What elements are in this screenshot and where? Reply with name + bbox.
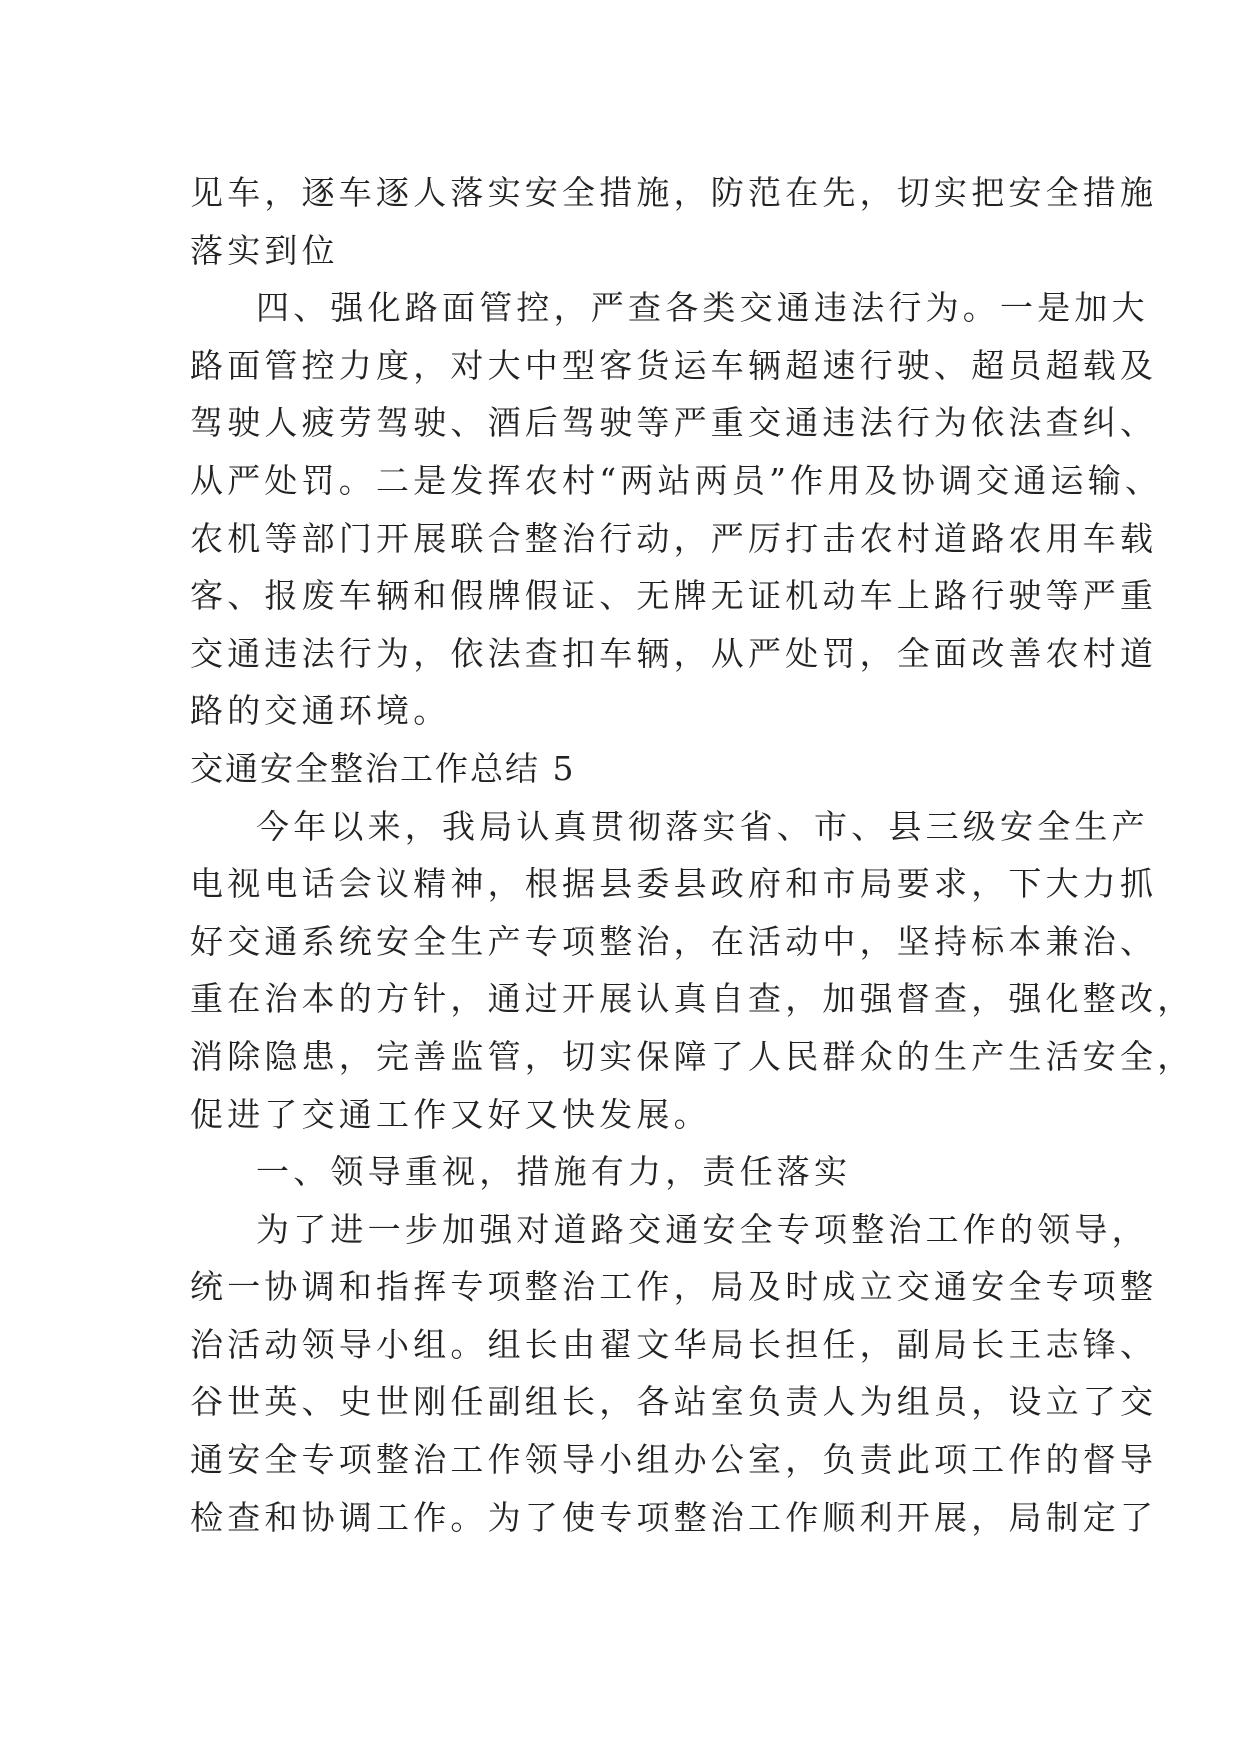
text-line: 好交通系统安全生产专项整治，在活动中，坚持标本兼治、 (190, 921, 1158, 961)
document-body (190, 164, 1195, 1546)
text-line: 重在治本的方针，通过开展认真自查，加强督查，强化整改， (190, 979, 1195, 1019)
text-line: 客、报废车辆和假牌假证、无牌无证机动车上路行驶等严重 (190, 576, 1158, 616)
text-line: 落实到位 (190, 230, 339, 270)
text-line: 今年以来，我局认真贯彻落实省、市、县三级安全生产 (256, 806, 1149, 846)
text-line: 消除隐患，完善监管，切实保障了人民群众的生产生活安全， (190, 1036, 1195, 1076)
subsection-heading: 一、领导重视，措施有力，责任落实 (256, 1152, 852, 1192)
text-line: 驾驶人疲劳驾驶、酒后驾驶等严重交通违法行为依法查纠、 (190, 403, 1158, 443)
text-line: 路面管控力度，对大中型客货运车辆超速行驶、超员超载及 (190, 345, 1158, 385)
text-line: 谷世英、史世刚任副组长，各站室负责人为组员，设立了交 (190, 1382, 1158, 1422)
text-line: 通安全专项整治工作领导小组办公室，负责此项工作的督导 (190, 1440, 1158, 1480)
text-line: 统一协调和指挥专项整治工作，局及时成立交通安全专项整 (190, 1267, 1158, 1307)
text-line: 见车，逐车逐人落实安全措施，防范在先，切实把安全措施 (190, 173, 1158, 212)
text-line: 治活动领导小组。组长由翟文华局长担任，副局长王志锋、 (190, 1324, 1158, 1364)
text-line: 农机等部门开展联合整治行动，严厉打击农村道路农用车载 (190, 518, 1158, 558)
text-line: 为了进一步加强对道路交通安全专项整治工作的领导， (256, 1209, 1149, 1249)
text-line: 从严处罚。二是发挥农村“两站两员”作用及协调交通运输、 (190, 460, 1163, 500)
section-heading: 交通安全整治工作总结 5 (190, 748, 576, 788)
text-line: 促进了交通工作又好又快发展。 (190, 1094, 711, 1134)
text-line: 电视电话会议精神，根据县委县政府和市局要求，下大力抓 (190, 864, 1158, 904)
text-line: 四、强化路面管控，严查各类交通违法行为。一是加大 (256, 288, 1149, 328)
text-line: 检查和协调工作。为了使专项整治工作顺利开展，局制定了 (190, 1497, 1158, 1537)
text-line: 路的交通环境。 (190, 691, 451, 731)
text-line: 交通违法行为，依法查扣车辆，从严处罚，全面改善农村道 (190, 633, 1158, 673)
